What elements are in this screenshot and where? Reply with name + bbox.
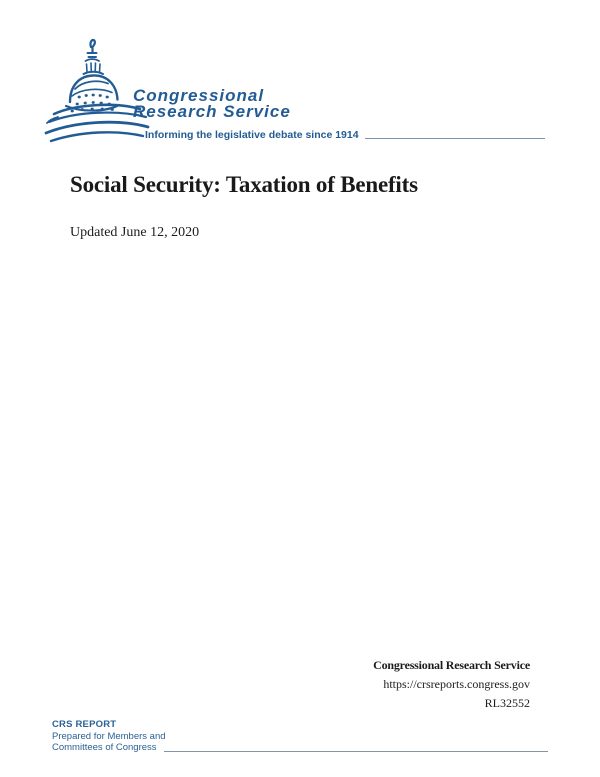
crs-report-label: CRS REPORT [52,719,117,730]
footer-publisher-block [373,656,530,713]
logo-wordmark-line2: Research Service [133,102,291,121]
logo-tagline-row [145,129,545,141]
logo-tagline: Informing the legislative debate since 1914 [145,129,359,141]
report-number: RL32552 [484,696,530,710]
logo-wordmark-line1: Congressional [133,86,265,105]
logo-wordmark [133,88,291,120]
publisher-url-link[interactable]: https://crsreports.congress.gov [383,677,530,691]
publisher-name: Congressional Research Service [373,658,530,672]
header-rule [365,138,545,139]
page-title: Social Security: Taxation of Benefits [70,172,418,197]
updated-date: Updated June 12, 2020 [70,225,200,240]
prepared-for-line: Prepared for Members and [52,730,166,742]
committees-line: Committees of Congress [52,742,157,753]
footer-crs-report-block [52,719,548,754]
footer-rule [164,751,548,752]
